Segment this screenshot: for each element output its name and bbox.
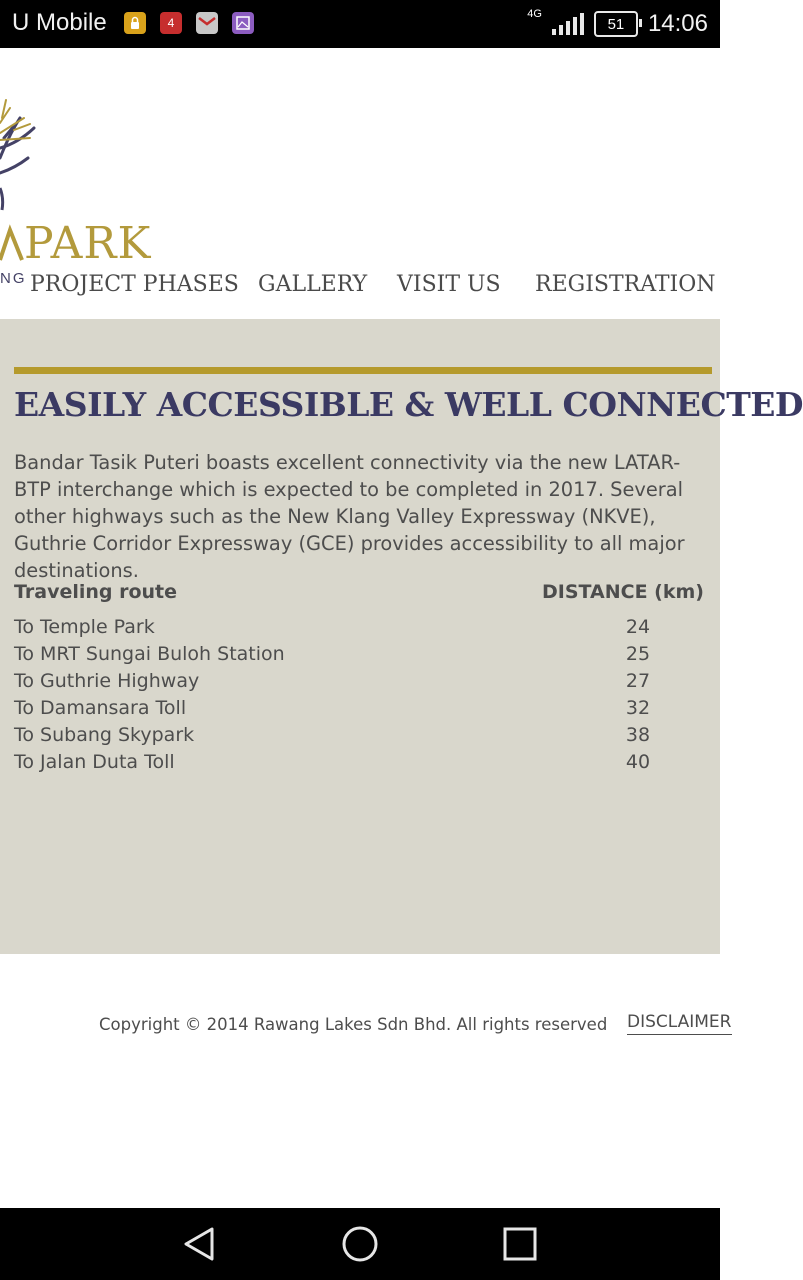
- calendar-badge: 4: [167, 16, 175, 30]
- table-row: [14, 616, 704, 643]
- distance-table: [14, 616, 704, 778]
- route-cell: To Jalan Duta Toll: [14, 751, 175, 773]
- distance-cell: 38: [625, 724, 651, 746]
- distance-cell: 40: [625, 751, 651, 773]
- carrier-name: U Mobile: [12, 9, 107, 36]
- route-cell: To Guthrie Highway: [14, 670, 200, 692]
- distance-cell: 25: [625, 643, 651, 665]
- connectivity-section: [0, 319, 803, 954]
- table-row: [14, 751, 704, 778]
- route-cell: To Damansara Toll: [14, 697, 187, 719]
- clock: 14:06: [647, 10, 708, 37]
- gmail-notification-icon: [196, 12, 218, 34]
- main-nav: [0, 268, 720, 304]
- distance-cell: 27: [625, 670, 651, 692]
- calendar-notification-icon: [160, 12, 182, 34]
- nav-project-phases[interactable]: PROJECT PHASES: [30, 272, 239, 297]
- status-bar: [0, 0, 720, 48]
- nav-registration[interactable]: REGISTRATION: [535, 272, 716, 297]
- table-row: [14, 643, 704, 670]
- back-icon[interactable]: [180, 1224, 220, 1264]
- table-row: [14, 670, 704, 697]
- section-heading: EASILY ACCESSIBLE & WELL CONNECTED: [14, 385, 803, 424]
- signal-icon: [552, 13, 584, 35]
- distance-cell: 32: [625, 697, 651, 719]
- tree-logo-icon: [0, 78, 40, 218]
- route-cell: To Temple Park: [14, 616, 155, 638]
- recents-icon[interactable]: [500, 1224, 540, 1264]
- column-route-header: Traveling route: [14, 581, 178, 603]
- lock-notification-icon: [124, 12, 146, 34]
- system-nav-bar: [0, 1208, 720, 1280]
- column-distance-header: DISTANCE (km): [542, 581, 704, 603]
- gallery-notification-icon: [232, 12, 254, 34]
- site-footer: [0, 954, 732, 1208]
- distance-cell: 24: [625, 616, 651, 638]
- section-divider: [14, 367, 712, 374]
- network-type: 4G: [527, 8, 542, 20]
- logo-text: PARK: [24, 218, 152, 269]
- table-row: [14, 697, 704, 724]
- battery-level: 51: [607, 15, 625, 33]
- disclaimer-link[interactable]: DISCLAIMER: [627, 1012, 732, 1035]
- copyright-text: Copyright © 2014 Rawang Lakes Sdn Bhd. All rights reserved: [99, 1015, 608, 1034]
- table-header: [14, 581, 704, 609]
- home-icon[interactable]: [340, 1224, 380, 1264]
- section-paragraph: Bandar Tasik Puteri boasts excellent connectivity via the new LATAR-BTP interchange which is expected to be completed in 2017. Several other highways such as the New Klang Valley Expressway (NKVE), Guthrie Corridor Expressway (GCE) provides accessibility to all major destinations.: [14, 451, 685, 582]
- logo-subtext: NG: [0, 270, 27, 287]
- logo-letter-fragment: [0, 218, 24, 266]
- nav-gallery[interactable]: GALLERY: [258, 272, 368, 297]
- route-cell: To MRT Sungai Buloh Station: [14, 643, 285, 665]
- table-row: [14, 724, 704, 751]
- battery-icon: [594, 11, 638, 37]
- route-cell: To Subang Skypark: [14, 724, 195, 746]
- nav-visit-us[interactable]: VISIT US: [397, 272, 501, 297]
